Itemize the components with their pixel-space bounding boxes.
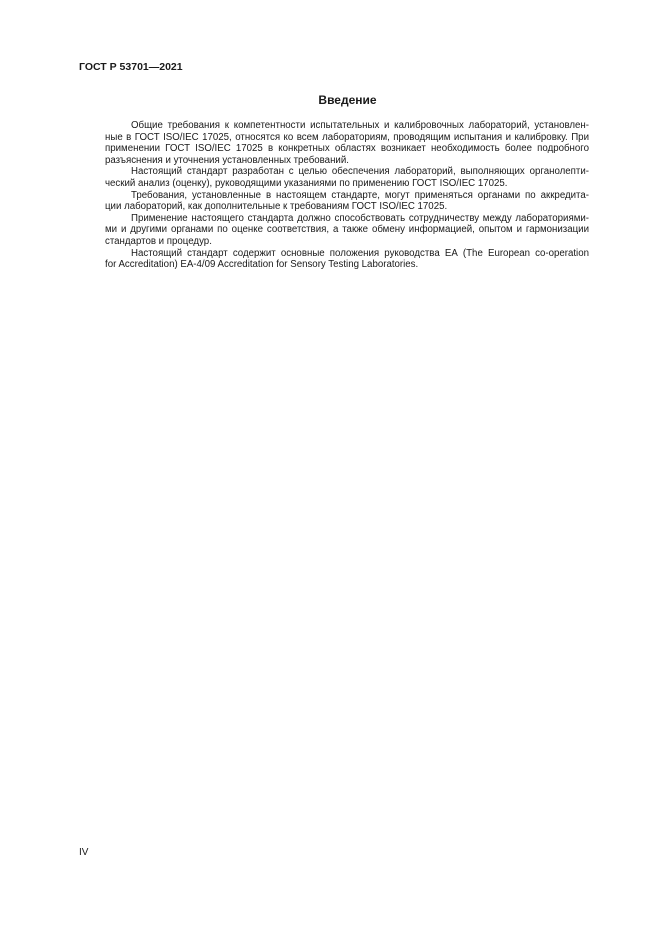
section-title-text: Введение (318, 93, 377, 107)
paragraph-4 (79, 213, 589, 248)
text-line: Требования, установленные в настоящем стандарте, могут применяться органами по аккредита- (131, 189, 589, 201)
text-line: ции лабораторий, как дополнительные к требованиям ГОСТ ISO/IEC 17025. (105, 201, 448, 213)
paragraph-3 (79, 190, 589, 213)
text-line: разъяснения и уточнения установленных требований. (105, 154, 349, 166)
paragraph-5 (79, 248, 589, 271)
page-number: IV (79, 847, 89, 858)
document-header-id: ГОСТ Р 53701—2021 (79, 61, 183, 73)
paragraph-1 (79, 120, 589, 166)
text-line: Настоящий стандарт содержит основные положения руководства ЕА (The European co-operation (131, 247, 589, 259)
text-line: стандартов и процедур. (105, 235, 212, 247)
text-line: ные в ГОСТ ISO/IEC 17025, относятся ко всем лабораториям, проводящим испытания и калибровку. При (105, 131, 589, 143)
paragraph-2 (79, 166, 589, 189)
text-line: Применение настоящего стандарта должно способствовать сотрудничеству между лабораториями- (131, 212, 589, 224)
document-body (79, 120, 589, 271)
text-line: for Accreditation) EA-4/09 Accreditation for Sensory Testing Laboratories. (105, 259, 419, 271)
text-line: Общие требования к компетентности испытательных и калибровочных лабораторий, установлен- (131, 120, 589, 131)
text-line: ми и другими органами по оценке соответствия, а также обмену информацией, опытом и гармонизации (105, 224, 589, 236)
text-line: ческий анализ (оценку), руководящими указаниями по применению ГОСТ ISO/IEC 17025. (105, 177, 508, 189)
section-title (0, 93, 661, 107)
text-line: применении ГОСТ ISO/IEC 17025 в конкретных областях возникает необходимость более подробного (105, 143, 589, 155)
text-line: Настоящий стандарт разработан с целью обеспечения лабораторий, выполняющих органолепти- (131, 166, 589, 178)
